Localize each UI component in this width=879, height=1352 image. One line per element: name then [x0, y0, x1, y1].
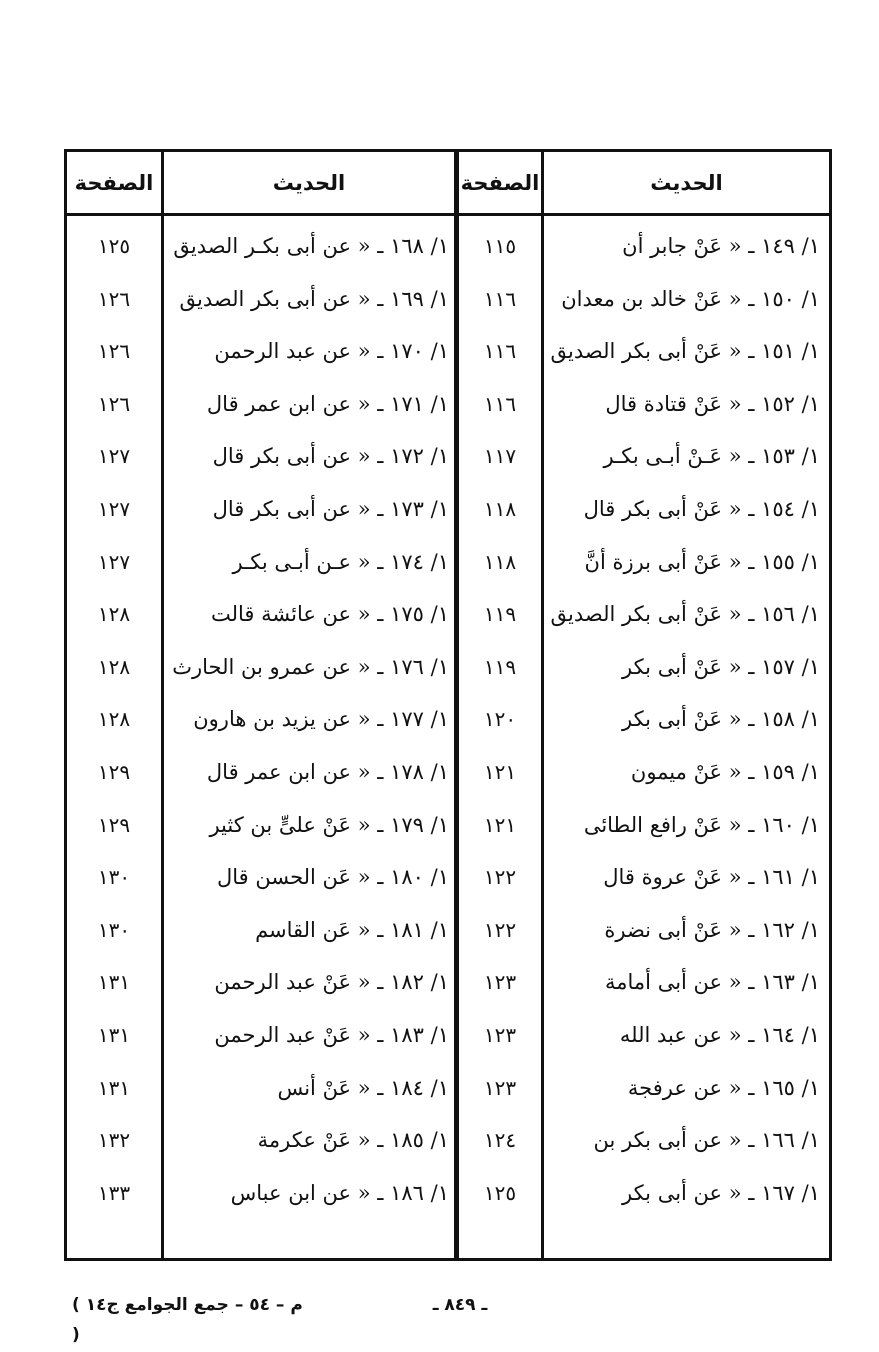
hadith-entry-left: ١/ ١٨٥ ـ « عَنْ عكرمة [257, 1128, 449, 1153]
page-number-right: ١١٨ [483, 497, 517, 521]
footer-signature: ( م – ٥٤ – جمع الجوامع ج١٤ ) [72, 1295, 303, 1345]
page-number-right: ١٢١ [483, 812, 517, 837]
hadith-entry-left: ١/ ١٨٣ ـ « عَنْ عبد الرحمن [214, 1023, 449, 1047]
page-number-left: ١٢٨ [97, 654, 131, 679]
hadith-entry-right: ١/ ١٥٤ ـ « عَنْ أبى بكر قال [583, 497, 820, 521]
hadith-entry-right: ١/ ١٦٤ ـ « عن عبد الله [619, 1023, 820, 1047]
hadith-entry-left: ١/ ١٧٦ ـ « عن عمرو بن الحارث [172, 654, 449, 679]
hadith-entry-right: ١/ ١٦٠ ـ « عَنْ رافع الطائى [583, 812, 820, 837]
page-number-right: ١٢٣ [483, 1023, 517, 1047]
hadith-entry-right: ١/ ١٦٢ ـ « عَنْ أبى نضرة [604, 917, 820, 942]
page-number-right: ١٢٤ [483, 1128, 517, 1153]
page-number-right: ١٢٥ [483, 1180, 517, 1205]
page-number-left: ١٣٣ [97, 1180, 131, 1205]
page-number-right: ١١٧ [483, 444, 517, 469]
hadith-entry-left: ١/ ١٧٧ ـ « عن يزيد بن هارون [193, 707, 449, 732]
page-number-right: ١٢٣ [483, 1075, 517, 1100]
hadith-entry-right: ١/ ١٥٨ ـ « عَنْ أبى بكر [622, 707, 820, 732]
page-number-right: ١٢٢ [483, 865, 517, 890]
footer-page-number: ـ ٨٤٩ ـ [432, 1295, 488, 1315]
header-hadith-left: الحديث [272, 171, 346, 195]
hadith-entry-left: ١/ ١٧٣ ـ « عن أبى بكر قال [212, 497, 449, 521]
hadith-entry-left: ١/ ١٧٢ ـ « عن أبى بكر قال [212, 444, 449, 469]
page-number-left: ١٢٦ [97, 339, 131, 364]
page-number-right: ١٢٠ [483, 707, 517, 732]
hadith-entry-left: ١/ ١٧٤ ـ « عـن أبـى بكـر [232, 549, 449, 574]
hadith-entry-left: ١/ ١٧٩ ـ « عَنْ علىٍّ بن كثير [209, 812, 449, 837]
page-number-left: ١٣١ [97, 1075, 131, 1100]
hadith-entry-left: ١/ ١٦٨ ـ « عن أبى بكـر الصديق [173, 234, 449, 258]
divider-left-page [161, 152, 164, 1258]
page-number-right: ١١٦ [483, 286, 517, 311]
hadith-entry-right: ١/ ١٥٣ ـ « عَـنْ أبـى بكـر [603, 444, 820, 469]
hadith-entry-left: ١/ ١٦٩ ـ « عن أبى بكر الصديق [179, 286, 449, 311]
page-number-right: ١١٦ [483, 339, 517, 364]
page-number-right: ١١٨ [483, 549, 517, 574]
hadith-entry-left: ١/ ١٧٠ ـ « عن عبد الرحمن [214, 339, 449, 364]
hadith-entry-right: ١/ ١٦٥ ـ « عن عرفجة [627, 1075, 820, 1100]
header-page-left: الصفحة [74, 171, 154, 195]
hadith-entry-right: ١/ ١٦٦ ـ « عن أبى بكر بن [593, 1128, 820, 1153]
page-number-left: ١٢٧ [97, 444, 131, 469]
page-number-left: ١٢٧ [97, 549, 131, 574]
page-number-left: ١٣١ [97, 1023, 131, 1047]
page-number-left: ١٣٠ [97, 917, 131, 942]
hadith-entry-right: ١/ ١٥٢ ـ « عَنْ قتادة قال [605, 391, 820, 416]
hadith-entry-right: ١/ ١٥٧ ـ « عَنْ أبى بكر [622, 654, 820, 679]
page-number-right: ١١٥ [483, 234, 517, 258]
hadith-entry-left: ١/ ١٨١ ـ « عَن القاسم [255, 917, 449, 942]
page-number-left: ١٢٩ [97, 760, 131, 784]
hadith-entry-right: ١/ ١٥٦ ـ « عَنْ أبى بكر الصديق [550, 602, 820, 627]
page-number-left: ١٣٠ [97, 865, 131, 890]
divider-right-page [541, 152, 544, 1258]
page-number-right: ١١٩ [483, 602, 517, 627]
page-number-left: ١٢٥ [97, 234, 131, 258]
page-number-right: ١٢١ [483, 760, 517, 784]
hadith-entry-left: ١/ ١٨٢ ـ « عَنْ عبد الرحمن [214, 970, 449, 995]
page-number-right: ١١٦ [483, 391, 517, 416]
hadith-entry-left: ١/ ١٨٦ ـ « عن ابن عباس [230, 1180, 449, 1205]
hadith-entry-right: ١/ ١٥٩ ـ « عَنْ ميمون [630, 760, 820, 784]
page-number-right: ١٢٢ [483, 917, 517, 942]
page-number-left: ١٢٨ [97, 602, 131, 627]
hadith-entry-left: ١/ ١٨٠ ـ « عَن الحسن قال [217, 865, 449, 890]
hadith-entry-right: ١/ ١٤٩ ـ « عَنْ جابر أن [622, 234, 820, 258]
page-number-left: ١٢٧ [97, 497, 131, 521]
hadith-entry-left: ١/ ١٧٨ ـ « عن ابن عمر قال [206, 760, 449, 784]
page-number-left: ١٢٩ [97, 812, 131, 837]
page-number-left: ١٢٦ [97, 286, 131, 311]
page-number-left: ١٢٦ [97, 391, 131, 416]
page-number-right: ١٢٣ [483, 970, 517, 995]
page-number-left: ١٣٢ [97, 1128, 131, 1153]
index-table [64, 149, 832, 1261]
hadith-entry-left: ١/ ١٧٥ ـ « عن عائشة قالت [210, 602, 449, 627]
hadith-entry-right: ١/ ١٥٥ ـ « عَنْ أبى برزة أنَّ [584, 549, 820, 574]
hadith-entry-left: ١/ ١٧١ ـ « عن ابن عمر قال [206, 391, 449, 416]
page-number-left: ١٢٨ [97, 707, 131, 732]
hadith-entry-right: ١/ ١٥٠ ـ « عَنْ خالد بن معدان [561, 286, 820, 311]
header-divider [67, 213, 829, 216]
hadith-entry-left: ١/ ١٨٤ ـ « عَنْ أنس [277, 1075, 449, 1100]
page-number-right: ١١٩ [483, 654, 517, 679]
hadith-entry-right: ١/ ١٥١ ـ « عَنْ أبى بكر الصديق [550, 339, 820, 364]
header-page-right: الصفحة [460, 171, 540, 195]
page-number-left: ١٣١ [97, 970, 131, 995]
hadith-entry-right: ١/ ١٦٣ ـ « عن أبى أمامة [605, 970, 820, 995]
hadith-entry-right: ١/ ١٦٧ ـ « عن أبى بكر [622, 1180, 820, 1205]
header-hadith-right: الحديث [650, 171, 723, 195]
hadith-entry-right: ١/ ١٦١ ـ « عَنْ عروة قال [603, 865, 820, 890]
